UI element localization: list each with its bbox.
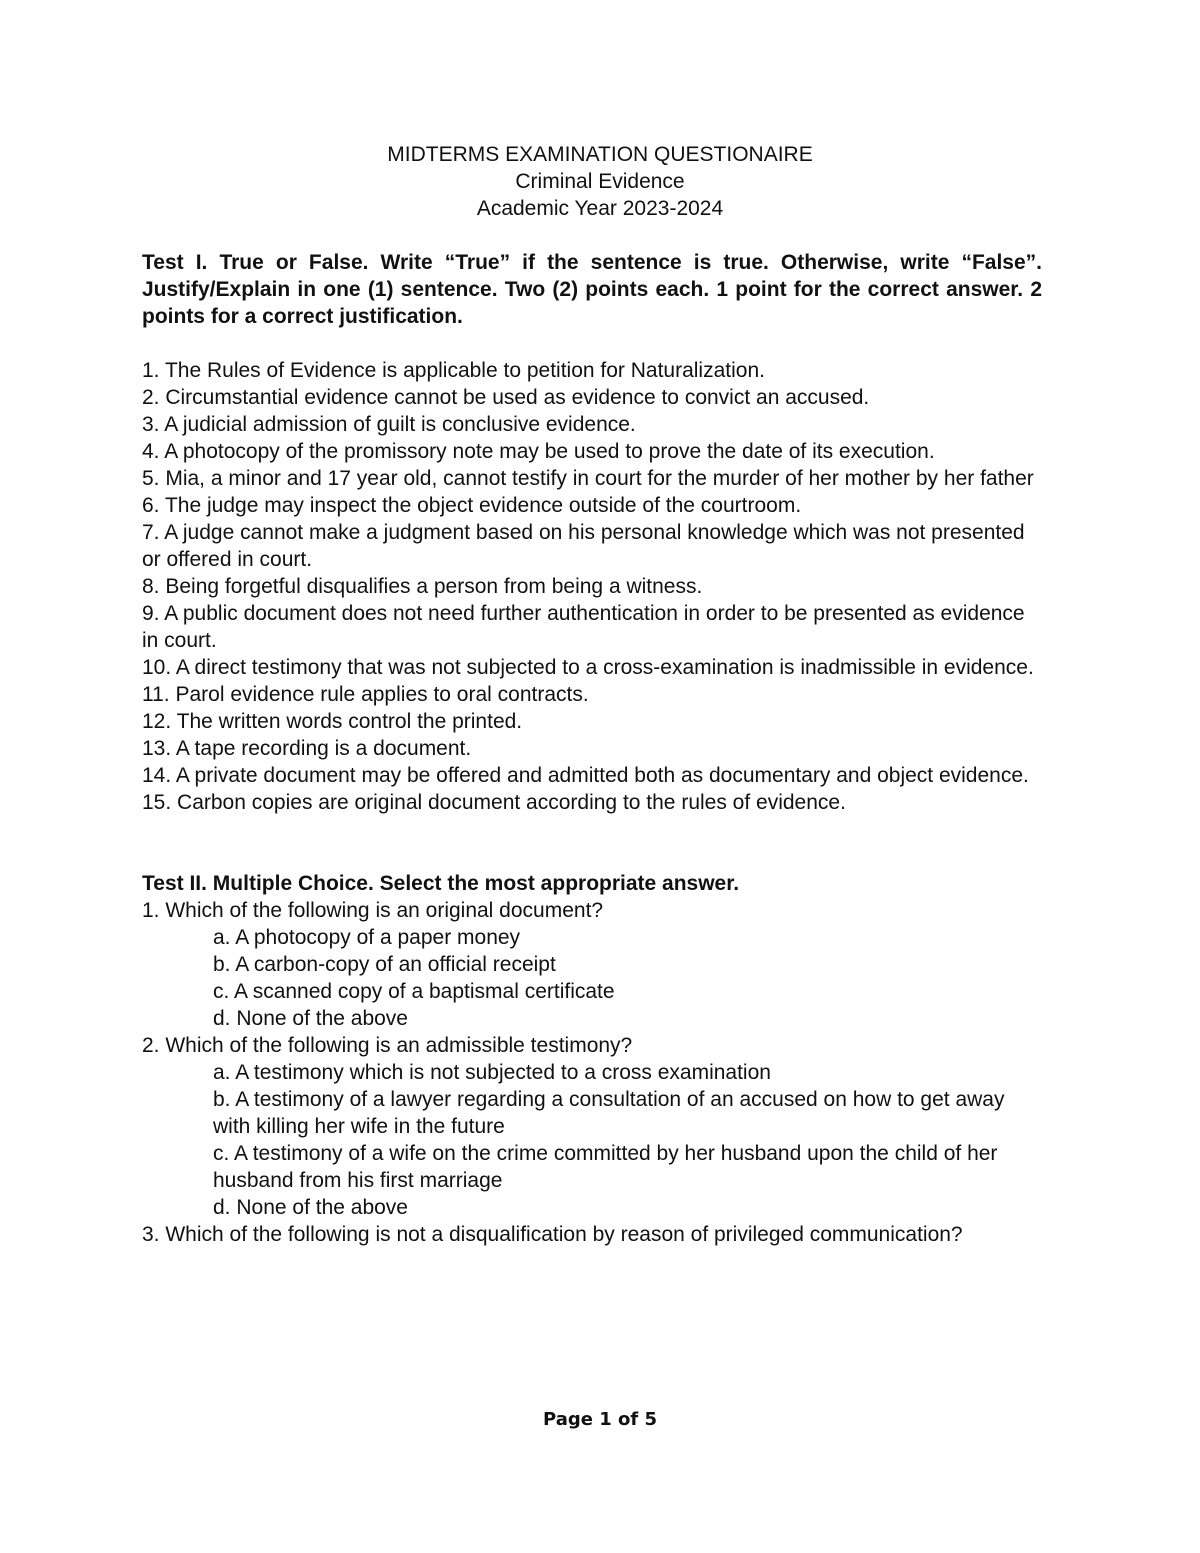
test2-question [142, 1221, 1042, 1248]
answer-choice: b. A testimony of a lawyer regarding a consultation of an accused on how to get away with killing her wife in the future [213, 1088, 1005, 1138]
test1-item: 11. Parol evidence rule applies to oral contracts. [142, 683, 589, 706]
test1-item: 14. A private document may be offered and admitted both as documentary and object evidence. [142, 764, 1029, 787]
test1-item: 1. The Rules of Evidence is applicable to petition for Naturalization. [142, 359, 765, 382]
test1-item: 12. The written words control the printed. [142, 710, 523, 733]
answer-choice: b. A carbon-copy of an official receipt [213, 953, 556, 976]
answer-choice: d. None of the above [213, 1007, 408, 1030]
test1-item: 9. A public document does not need further authentication in order to be presented as evidence in court. [142, 602, 1025, 652]
question-text: 1. Which of the following is an original document? [142, 899, 604, 922]
test1-item: 5. Mia, a minor and 17 year old, cannot testify in court for the murder of her mother by her father [142, 467, 1034, 490]
test1-instructions: Test I. True or False. Write “True” if the sentence is true. Otherwise, write “False”. Justify/Explain in one (1) sentence. Two (2) points each. 1 point for the correct answer. 2 points for a correct justification. [142, 251, 1042, 328]
test1-item: 15. Carbon copies are original document according to the rules of evidence. [142, 791, 846, 814]
answer-choice: a. A testimony which is not subjected to a cross examination [213, 1061, 771, 1084]
page-number: Page 1 of 5 [543, 1409, 657, 1430]
test1-item: 10. A direct testimony that was not subjected to a cross-examination is inadmissible in evidence. [142, 656, 1034, 679]
test1-item: 3. A judicial admission of guilt is conclusive evidence. [142, 413, 636, 436]
test2-question [142, 1032, 1042, 1221]
academic-year: Academic Year 2023-2024 [476, 197, 724, 220]
test1-item: 4. A photocopy of the promissory note may be used to prove the date of its execution. [142, 440, 935, 463]
document-header [0, 141, 1200, 222]
answer-choice: c. A testimony of a wife on the crime committed by her husband upon the child of her husband from his first marriage [213, 1142, 998, 1192]
answer-choice: a. A photocopy of a paper money [213, 926, 521, 949]
test1-items [142, 357, 1042, 816]
question-text: 3. Which of the following is not a disqualification by reason of privileged communication? [142, 1223, 963, 1246]
answer-choice: c. A scanned copy of a baptismal certificate [213, 980, 615, 1003]
question-text: 2. Which of the following is an admissible testimony? [142, 1034, 633, 1057]
test1-item: 7. A judge cannot make a judgment based on his personal knowledge which was not presented or offered in court. [142, 521, 1025, 571]
test2-instructions: Test II. Multiple Choice. Select the most appropriate answer. [142, 872, 740, 895]
test1-item: 6. The judge may inspect the object evidence outside of the courtroom. [142, 494, 802, 517]
exam-title: MIDTERMS EXAMINATION QUESTIONAIRE [387, 143, 813, 166]
test1-item: 13. A tape recording is a document. [142, 737, 472, 760]
test2-question [142, 897, 1042, 1032]
answer-choice: d. None of the above [213, 1196, 408, 1219]
test1-item: 8. Being forgetful disqualifies a person from being a witness. [142, 575, 703, 598]
exam-content [142, 249, 1042, 1248]
test1-item: 2. Circumstantial evidence cannot be used as evidence to convict an accused. [142, 386, 870, 409]
exam-subject: Criminal Evidence [515, 170, 685, 193]
